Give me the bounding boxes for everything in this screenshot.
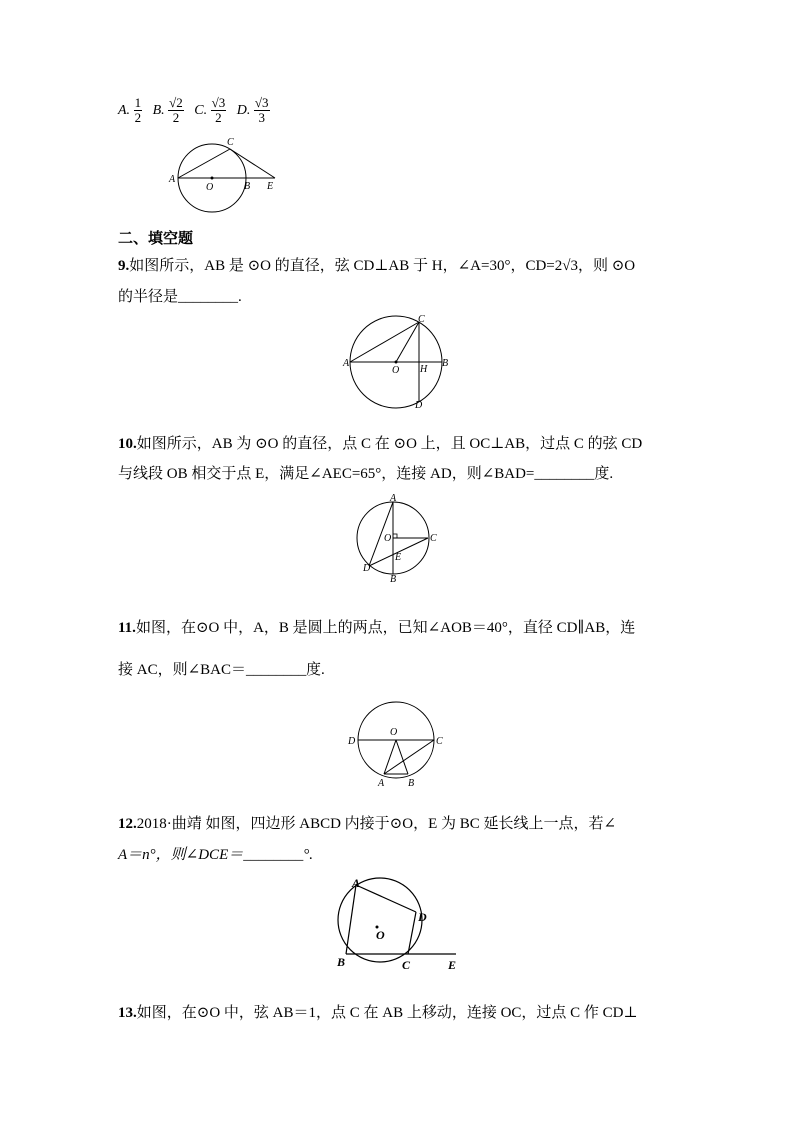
q10-label-c: C [430, 533, 437, 544]
q8-option-a-letter: A. [118, 103, 131, 119]
q10-number: 10. [118, 436, 137, 452]
q11-label-d: D [348, 736, 356, 747]
q12-line2: A＝n°，则∠DCE＝________°. [118, 847, 313, 863]
q11-label-a: A [378, 778, 385, 789]
q8-option-c-letter: C. [194, 103, 208, 119]
q9-text-1: 如图所示，AB 是 ⊙O 的直径，弦 CD⊥AB 于 H，∠A=30°，CD=2√3，则 ⊙O [129, 258, 636, 274]
q8-label-b: B [244, 181, 251, 192]
q9-figure [342, 312, 454, 412]
q10-label-o: O [384, 533, 392, 544]
q11-line1 [118, 621, 635, 636]
q9-label-o: O [392, 365, 400, 376]
q8-option-d-letter: D. [236, 103, 251, 119]
q8-figure [160, 132, 290, 222]
q13-text-1: 如图，在⊙O 中，弦 AB＝1，点 C 在 AB 上移动，连接 OC，过点 C 作 CD⊥ [136, 1005, 638, 1021]
q8-option-d-fraction: $\frac{√3}{3}$ [254, 95, 269, 126]
q12-label-c: C [402, 958, 411, 972]
q10-label-b: B [390, 574, 397, 584]
q10-line1 [118, 437, 642, 452]
q9-label-c: C [418, 314, 425, 325]
q9-label-b: B [442, 358, 449, 369]
q10-text-1: 如图所示，AB 为 ⊙O 的直径，点 C 在 ⊙O 上，且 OC⊥AB，过点 C 的弦 CD [136, 436, 643, 452]
q8-option-a-fraction: $\frac{1}{2}$ [134, 95, 142, 126]
section-title: 二、填空题 [118, 231, 194, 247]
q10-figure [352, 494, 442, 584]
q8-option-b-letter: B. [152, 103, 165, 119]
q8-label-a: A [169, 174, 176, 185]
q11-number: 11. [118, 620, 136, 636]
q10-label-e: E [395, 552, 402, 563]
q11-figure [344, 698, 450, 790]
q11-label-b: B [408, 778, 415, 789]
q12-number: 12. [118, 816, 137, 832]
q9-label-h: H [420, 364, 428, 375]
q11-label-o: O [390, 727, 398, 738]
q8-options [118, 96, 270, 126]
q11-label-c: C [436, 736, 443, 747]
q12-line1 [118, 817, 616, 832]
q10-label-a: A [390, 494, 397, 504]
q8-label-e: E [267, 181, 274, 192]
q10-label-d: D [363, 563, 371, 574]
q8-label-o: O [206, 182, 214, 193]
q9-line1 [118, 259, 635, 274]
q11-text-1: 如图，在⊙O 中，A，B 是圆上的两点，已知∠AOB＝40°，直径 CD∥AB，连 [135, 620, 636, 636]
q9-label-a: A [343, 358, 350, 369]
q12-label-d: D [418, 910, 427, 924]
q12-figure [330, 874, 464, 974]
q12-text-1: 2018·曲靖 如图，四边形 ABCD 内接于⊙O，E 为 BC 延长线上一点，若∠ [136, 816, 617, 832]
q12-label-a: A [352, 876, 361, 890]
q9-number: 9. [118, 258, 130, 274]
q9-label-d: D [415, 400, 423, 411]
q13-line1 [118, 1006, 638, 1021]
q10-line2: 与线段 OB 相交于点 E，满足∠AEC=65°，连接 AD，则∠BAD=________度. [118, 466, 614, 482]
q8-option-b-fraction: $\frac{√2}{2}$ [169, 95, 183, 126]
q13-number: 13. [118, 1005, 137, 1021]
q12-label-b: B [337, 955, 346, 969]
q12-label-o: O [376, 928, 385, 942]
q11-line2: 接 AC，则∠BAC＝________度. [118, 662, 325, 678]
q8-label-c: C [227, 137, 234, 148]
q12-label-e: E [448, 958, 457, 972]
q8-option-c-fraction: $\frac{√3}{2}$ [211, 95, 226, 126]
q9-line2: 的半径是________. [118, 289, 242, 305]
